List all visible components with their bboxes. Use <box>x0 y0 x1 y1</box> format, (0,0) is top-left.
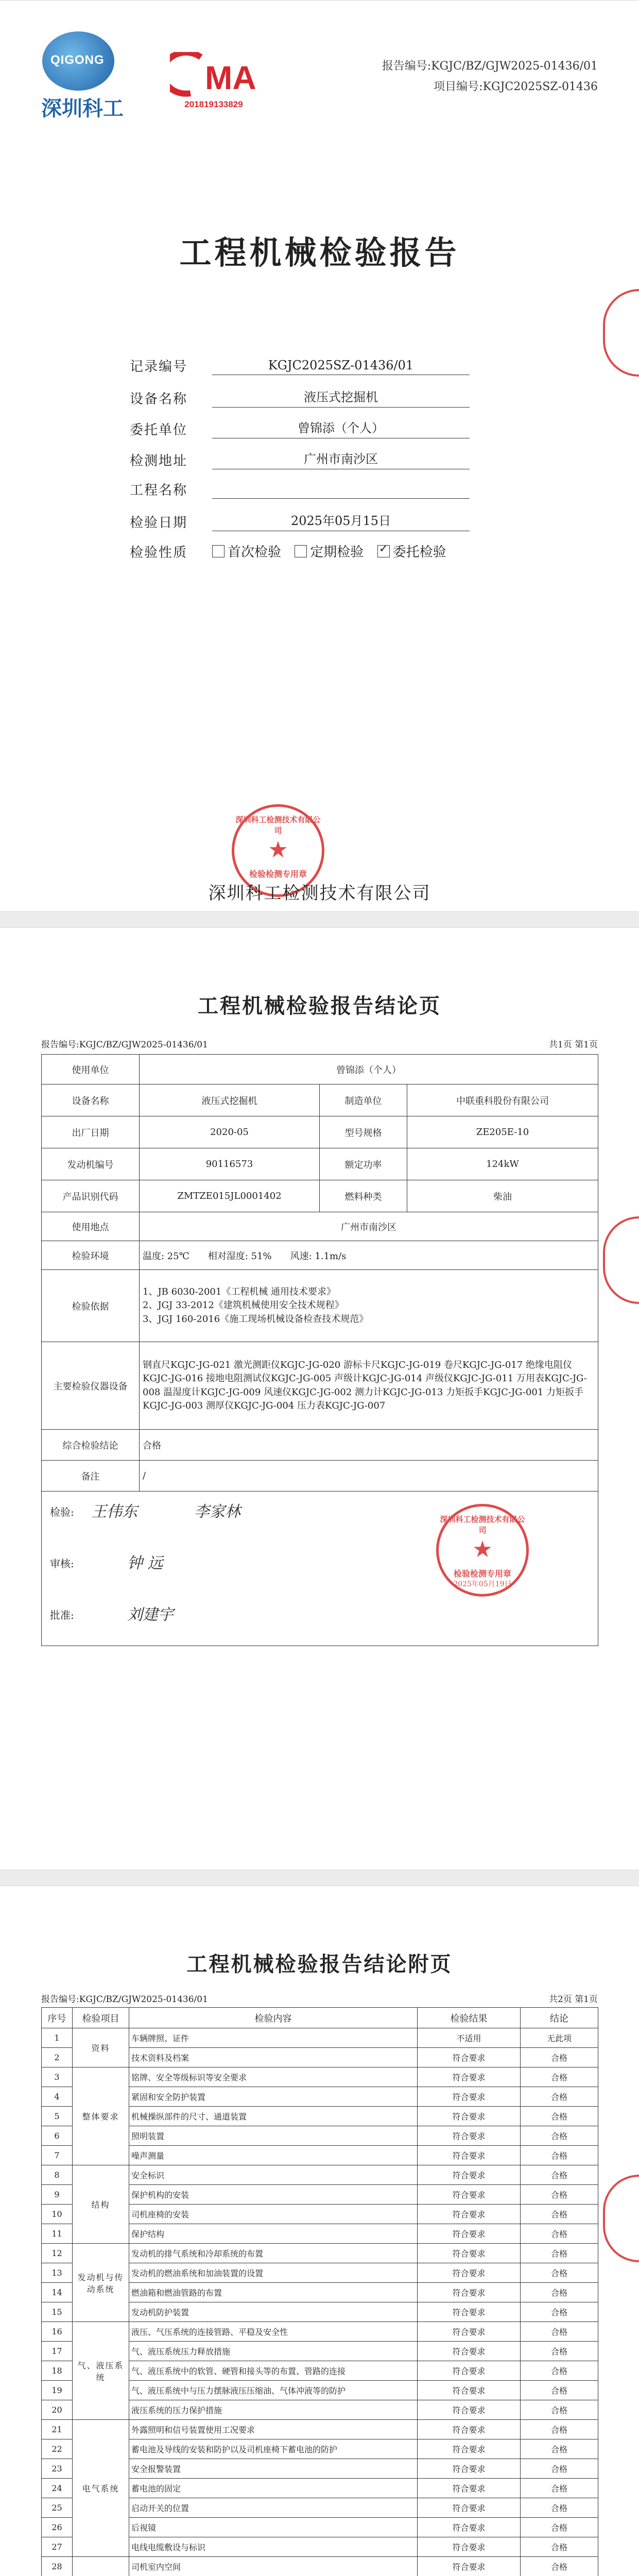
cell-seq: 27 <box>42 2537 73 2557</box>
header-cell: 检验结果 <box>418 2008 521 2028</box>
cell-item: 司机室内空间 <box>129 2557 418 2576</box>
field-label: 检验日期 <box>130 515 188 531</box>
cma-logo-icon <box>170 52 257 98</box>
cell-item: 安全标识 <box>129 2165 418 2185</box>
table-row <box>42 1342 598 1430</box>
table-row <box>42 1270 598 1342</box>
signature-row <box>42 1492 598 1646</box>
field-label: 检验性质 <box>130 545 188 561</box>
basis-item: 3、JGJ 160-2016《施工现场机械设备检查技术规范》 <box>143 1313 369 1325</box>
table-row <box>42 1241 598 1270</box>
cell-conclusion: 合格 <box>521 2205 598 2224</box>
cell-conclusion: 合格 <box>521 2244 598 2263</box>
type-options <box>212 541 456 561</box>
field-value: 曾锦添（个人） <box>212 418 470 438</box>
field-project-name <box>130 480 470 499</box>
cell-item: 启动开关的位置 <box>129 2498 418 2518</box>
table-header <box>42 2008 598 2028</box>
cell-conclusion: 合格 <box>521 2126 598 2146</box>
cell-group: 结构 <box>73 2165 129 2244</box>
cell-group: 发动机与传动系统 <box>73 2244 129 2322</box>
perforation-seal-icon <box>603 1216 639 1304</box>
cell-result: 符合要求 <box>418 2146 521 2165</box>
cell-result: 符合要求 <box>418 2048 521 2067</box>
report-number: 报告编号:KGJC/BZ/GJW2025-01436/01 <box>41 1040 208 1050</box>
cell-seq: 24 <box>42 2479 73 2498</box>
cell-value: 2020-05 <box>140 1116 320 1148</box>
cell-item: 噪声测量 <box>129 2146 418 2165</box>
stamp-date: 2025年05月19日 <box>453 1580 512 1588</box>
env-label: 检验环境 <box>42 1241 140 1270</box>
field-label: 记录编号 <box>130 359 188 375</box>
cell-value: ZE205E-10 <box>407 1116 598 1148</box>
remark-value: / <box>140 1461 598 1492</box>
cell-value: 124kW <box>407 1148 598 1180</box>
cell-seq: 15 <box>42 2302 73 2322</box>
cell-result: 符合要求 <box>418 2518 521 2537</box>
table-row <box>42 1116 598 1148</box>
cell-item: 发动机的燃油系统和加油装置的设置 <box>129 2263 418 2283</box>
cell-result: 符合要求 <box>418 2126 521 2146</box>
cell-item: 紧固和安全防护装置 <box>129 2087 418 2107</box>
seal-star-icon: ★ <box>472 1536 493 1563</box>
perforation-seal-icon <box>603 2175 639 2262</box>
cell-result: 符合要求 <box>418 2165 521 2185</box>
cell-label: 发动机编号 <box>42 1148 140 1180</box>
cover-company: 深圳科工检测技术有限公司 <box>208 883 431 904</box>
result-value: 合格 <box>140 1430 598 1461</box>
cell-conclusion: 合格 <box>521 2165 598 2185</box>
cell-item: 后视镜 <box>129 2518 418 2537</box>
result-label: 综合检验结论 <box>42 1430 140 1461</box>
type-periodic[interactable]: 定期检验 <box>295 541 364 561</box>
table-row <box>42 2557 598 2576</box>
cell-item: 气、液压系统中的软管、硬管和接头等的布置、管路的连接 <box>129 2361 418 2381</box>
cell-seq: 1 <box>42 2028 73 2048</box>
conclusion-table <box>41 1054 598 1646</box>
cell-item: 液压系统的压力保护措施 <box>129 2400 418 2420</box>
cell-seq: 16 <box>42 2322 73 2342</box>
table-row <box>42 2165 598 2185</box>
cell-conclusion: 合格 <box>521 2557 598 2576</box>
cell-result: 符合要求 <box>418 2498 521 2518</box>
cover-project-number: 项目编号:KGJC2025SZ-01436 <box>434 80 598 93</box>
cell-conclusion: 合格 <box>521 2498 598 2518</box>
signature-inspector-1: 王伟东 <box>91 1503 137 1521</box>
attachment-meta <box>41 1992 598 2005</box>
table-row <box>42 2244 598 2263</box>
type-first[interactable]: 首次检验 <box>212 541 281 561</box>
cell-item: 铭牌、安全等级标识等安全要求 <box>129 2067 418 2087</box>
cell-item: 车辆牌照、证件 <box>129 2028 418 2048</box>
cell-result: 符合要求 <box>418 2400 521 2420</box>
ma-text: MA <box>205 59 256 96</box>
attachment-title: 工程机械检验报告结论附页 <box>186 1953 453 1976</box>
logo-text-en: QIGONG <box>50 53 105 67</box>
header-cell: 检验内容 <box>129 2008 418 2028</box>
cell-result: 符合要求 <box>418 2067 521 2087</box>
cell-value: 柴油 <box>407 1180 598 1212</box>
cell-result: 符合要求 <box>418 2361 521 2381</box>
cell-seq: 28 <box>42 2557 73 2576</box>
cell-conclusion: 合格 <box>521 2420 598 2439</box>
cover-report-number: 报告编号:KGJC/BZ/GJW2025-01436/01 <box>382 60 598 73</box>
cell-seq: 25 <box>42 2498 73 2518</box>
cell-result: 符合要求 <box>418 2479 521 2498</box>
field-record-no <box>130 356 470 375</box>
cell-label: 产品识别代码 <box>42 1180 140 1212</box>
attachment-table-1 <box>41 2007 598 2576</box>
signature-inspector-2: 李家林 <box>194 1503 240 1521</box>
type-commissioned[interactable]: ✓ 委托检验 <box>377 541 446 561</box>
table-row <box>42 2322 598 2342</box>
header-cell: 结论 <box>521 2008 598 2028</box>
cell-seq: 4 <box>42 2087 73 2107</box>
cell-value: 90116573 <box>140 1148 320 1180</box>
cell-item: 蓄电池及导线的安装和防护以及司机座椅下蓄电池的防护 <box>129 2439 418 2459</box>
table-row <box>42 2067 598 2087</box>
cell-conclusion: 合格 <box>521 2400 598 2420</box>
company-seal: 深圳科工检测技术有限公司 ★ 检验检测专用章 <box>232 804 324 897</box>
field-label: 设备名称 <box>130 392 188 407</box>
cell-seq: 12 <box>42 2244 73 2263</box>
cell-seq: 10 <box>42 2205 73 2224</box>
cell-group <box>73 2557 129 2576</box>
cell-conclusion: 合格 <box>521 2381 598 2400</box>
cell-conclusion: 合格 <box>521 2263 598 2283</box>
field-inspection-type <box>130 541 456 561</box>
cell-conclusion: 合格 <box>521 2107 598 2126</box>
user-label: 使用单位 <box>42 1055 140 1084</box>
env-value: 温度: 25℃ 相对湿度: 51% 风速: 1.1m/s <box>140 1241 598 1270</box>
cell-label: 设备名称 <box>42 1084 140 1116</box>
cma-mark <box>170 52 257 114</box>
cell-result: 符合要求 <box>418 2302 521 2322</box>
cell-result: 符合要求 <box>418 2244 521 2263</box>
cell-seq: 18 <box>42 2361 73 2381</box>
cell-result: 符合要求 <box>418 2185 521 2205</box>
signature-reviewer: 钟 远 <box>127 1554 163 1572</box>
cell-label: 额定功率 <box>320 1148 407 1180</box>
cell-conclusion: 合格 <box>521 2361 598 2381</box>
cell-result: 符合要求 <box>418 2283 521 2302</box>
header-cell: 检验项目 <box>73 2008 129 2028</box>
cell-item: 保护机构的安装 <box>129 2185 418 2205</box>
cell-seq: 7 <box>42 2146 73 2165</box>
cell-seq: 6 <box>42 2126 73 2146</box>
field-label: 检测地址 <box>130 453 188 469</box>
field-label: 委托单位 <box>130 422 188 438</box>
cell-item: 气、液压系统中与压力摆脉液压压缩油、气体冲液等的防护 <box>129 2381 418 2400</box>
attachment-page-1 <box>0 1886 639 2576</box>
equip-label: 主要检验仪器设备 <box>42 1342 140 1430</box>
field-value: 2025年05月15日 <box>212 511 470 531</box>
cell-conclusion: 合格 <box>521 2048 598 2067</box>
signature-approver: 刘建宇 <box>127 1606 174 1624</box>
cell-group: 资料 <box>73 2028 129 2067</box>
cell-item: 液压、气压系统的连接管路、平稳及安全性 <box>129 2322 418 2342</box>
cell-group: 电气系统 <box>73 2420 129 2557</box>
cell-conclusion: 合格 <box>521 2439 598 2459</box>
page-number: 共2页 第1页 <box>548 1994 598 2005</box>
checkbox-icon[interactable] <box>295 545 307 557</box>
field-value: KGJC2025SZ-01436/01 <box>212 358 470 375</box>
cell-item: 司机座椅的安装 <box>129 2205 418 2224</box>
cell-seq: 8 <box>42 2165 73 2185</box>
sign-label-approver: 批准: <box>50 1609 74 1621</box>
cell-seq: 20 <box>42 2400 73 2420</box>
cell-seq: 22 <box>42 2439 73 2459</box>
table-row <box>42 1148 598 1180</box>
cell-item: 发动机防护装置 <box>129 2302 418 2322</box>
cell-result: 符合要求 <box>418 2205 521 2224</box>
cell-item: 安全报警装置 <box>129 2459 418 2479</box>
conclusion-meta <box>41 1037 598 1050</box>
field-value: 液压式挖掘机 <box>212 387 470 408</box>
cell-item: 照明装置 <box>129 2126 418 2146</box>
cell-conclusion: 合格 <box>521 2283 598 2302</box>
table-row <box>42 2420 598 2439</box>
place-value: 广州市南沙区 <box>140 1212 598 1241</box>
page-number: 共1页 第1页 <box>548 1040 598 1050</box>
cell-label: 燃料种类 <box>320 1180 407 1212</box>
cell-conclusion: 无此项 <box>521 2028 598 2048</box>
cell-item: 电线电缆敷设与标识 <box>129 2537 418 2557</box>
cell-conclusion: 合格 <box>521 2537 598 2557</box>
cell-item: 燃油箱和燃油管路的布置 <box>129 2283 418 2302</box>
remark-label: 备注 <box>42 1461 140 1492</box>
basis-label: 检验依据 <box>42 1270 140 1342</box>
cell-item: 保护结构 <box>129 2224 418 2244</box>
conclusion-seal: 深圳科工检测技术有限公司 ★ 检验检测专用章 2025年05月19日 <box>436 1504 529 1597</box>
seal-star-icon: ★ <box>268 837 288 863</box>
cover-title: 工程机械检验报告 <box>179 234 460 272</box>
cell-result: 不适用 <box>418 2028 521 2048</box>
cell-conclusion: 合格 <box>521 2224 598 2244</box>
cell-conclusion: 合格 <box>521 2302 598 2322</box>
cma-number: 201819133829 <box>184 99 243 109</box>
cell-conclusion: 合格 <box>521 2459 598 2479</box>
field-inspection-date <box>130 511 470 531</box>
cell-result: 符合要求 <box>418 2107 521 2126</box>
cell-seq: 26 <box>42 2518 73 2537</box>
cell-seq: 2 <box>42 2048 73 2067</box>
cell-item: 蓄电池的固定 <box>129 2479 418 2498</box>
cell-seq: 11 <box>42 2224 73 2244</box>
cell-result: 符合要求 <box>418 2322 521 2342</box>
cell-label: 出厂日期 <box>42 1116 140 1148</box>
table-row <box>42 1180 598 1212</box>
cell-group: 气、液压系统 <box>73 2322 129 2420</box>
cell-seq: 5 <box>42 2107 73 2126</box>
cell-conclusion: 合格 <box>521 2479 598 2498</box>
field-value <box>212 482 470 499</box>
sign-label-inspector: 检验: <box>50 1506 74 1518</box>
checkbox-checked-icon[interactable] <box>377 545 390 557</box>
cell-conclusion: 合格 <box>521 2342 598 2361</box>
cell-label: 型号规格 <box>320 1116 407 1148</box>
cell-conclusion: 合格 <box>521 2185 598 2205</box>
sign-label-reviewer: 审核: <box>50 1557 74 1570</box>
table-row <box>42 1461 598 1492</box>
field-client <box>130 418 470 438</box>
cell-item: 气、液压系统压力释放措施 <box>129 2342 418 2361</box>
table-row <box>42 1055 598 1084</box>
place-label: 使用地点 <box>42 1212 140 1241</box>
cell-seq: 19 <box>42 2381 73 2400</box>
cell-result: 符合要求 <box>418 2381 521 2400</box>
cover-page <box>0 0 639 912</box>
company-logo <box>31 31 134 121</box>
table-row <box>42 1084 598 1116</box>
cell-seq: 17 <box>42 2342 73 2361</box>
cell-value: 中联重科股份有限公司 <box>407 1084 598 1116</box>
cell-seq: 23 <box>42 2459 73 2479</box>
table-row <box>42 2028 598 2048</box>
cell-result: 符合要求 <box>418 2459 521 2479</box>
header-cell: 序号 <box>42 2008 73 2028</box>
cell-result: 符合要求 <box>418 2537 521 2557</box>
cell-result: 符合要求 <box>418 2263 521 2283</box>
cell-item: 外露照明和信号装置使用工况要求 <box>129 2420 418 2439</box>
cell-seq: 13 <box>42 2263 73 2283</box>
field-label: 工程名称 <box>130 483 188 498</box>
cell-group: 整体要求 <box>73 2067 129 2165</box>
cell-seq: 3 <box>42 2067 73 2087</box>
table-row <box>42 1212 598 1241</box>
basis-item: 1、JB 6030-2001《工程机械 通用技术要求》 <box>143 1286 336 1298</box>
basis-item: 2、JGJ 33-2012《建筑机械使用安全技术规程》 <box>143 1300 344 1311</box>
cell-value: ZMTZE015JL0001402 <box>140 1180 320 1212</box>
cell-item: 机械操纵部件的尺寸、通道装置 <box>129 2107 418 2126</box>
perforation-seal-icon <box>603 289 639 377</box>
cell-conclusion: 合格 <box>521 2067 598 2087</box>
logo-text-cn: 深圳科工 <box>41 97 124 121</box>
cell-result: 符合要求 <box>418 2439 521 2459</box>
cell-result: 符合要求 <box>418 2224 521 2244</box>
cell-value: 液压式挖掘机 <box>140 1084 320 1116</box>
conclusion-title: 工程机械检验报告结论页 <box>198 994 441 1018</box>
cell-seq: 14 <box>42 2283 73 2302</box>
basis-value <box>140 1270 598 1342</box>
conclusion-page <box>0 927 639 1870</box>
equip-value: 钢直尺KGJC-JG-021 激光测距仪KGJC-JG-020 游标卡尺KGJC-JG-019 卷尺KGJC-JG-017 绝缘电阻仪KGJC-JG-016 接地电阻测试仪KGJC-JG-005 声级计KGJC-JG-014 声级仪KGJC-JG-011 万用表KGJC-JG-008 温湿度计KGJC-JG-009 风速仪KGJC-JG-002 测力计KGJC-JG-013 力矩扳手KGJC-JG-001 力矩扳手KGJC-JG-003 测厚仪KGJC-JG-004 压力表KGJC-JG-007 <box>140 1342 598 1430</box>
field-value: 广州市南沙区 <box>212 449 470 469</box>
cell-result: 符合要求 <box>418 2420 521 2439</box>
field-address <box>130 449 470 469</box>
signature-cell <box>42 1492 598 1646</box>
cell-label: 制造单位 <box>320 1084 407 1116</box>
cell-result: 符合要求 <box>418 2557 521 2576</box>
cell-result: 符合要求 <box>418 2342 521 2361</box>
table-row <box>42 1430 598 1461</box>
user-value: 曾锦添（个人） <box>140 1055 598 1084</box>
cell-conclusion: 合格 <box>521 2087 598 2107</box>
cell-conclusion: 合格 <box>521 2518 598 2537</box>
cell-conclusion: 合格 <box>521 2322 598 2342</box>
cell-seq: 21 <box>42 2420 73 2439</box>
cell-result: 符合要求 <box>418 2087 521 2107</box>
field-equipment-name <box>130 387 470 408</box>
report-number: 报告编号:KGJC/BZ/GJW2025-01436/01 <box>41 1994 208 2005</box>
cell-seq: 9 <box>42 2185 73 2205</box>
cell-item: 技术资料及档案 <box>129 2048 418 2067</box>
cell-conclusion: 合格 <box>521 2146 598 2165</box>
cell-item: 发动机的排气系统和冷却系统的布置 <box>129 2244 418 2263</box>
checkbox-icon[interactable] <box>212 545 224 557</box>
